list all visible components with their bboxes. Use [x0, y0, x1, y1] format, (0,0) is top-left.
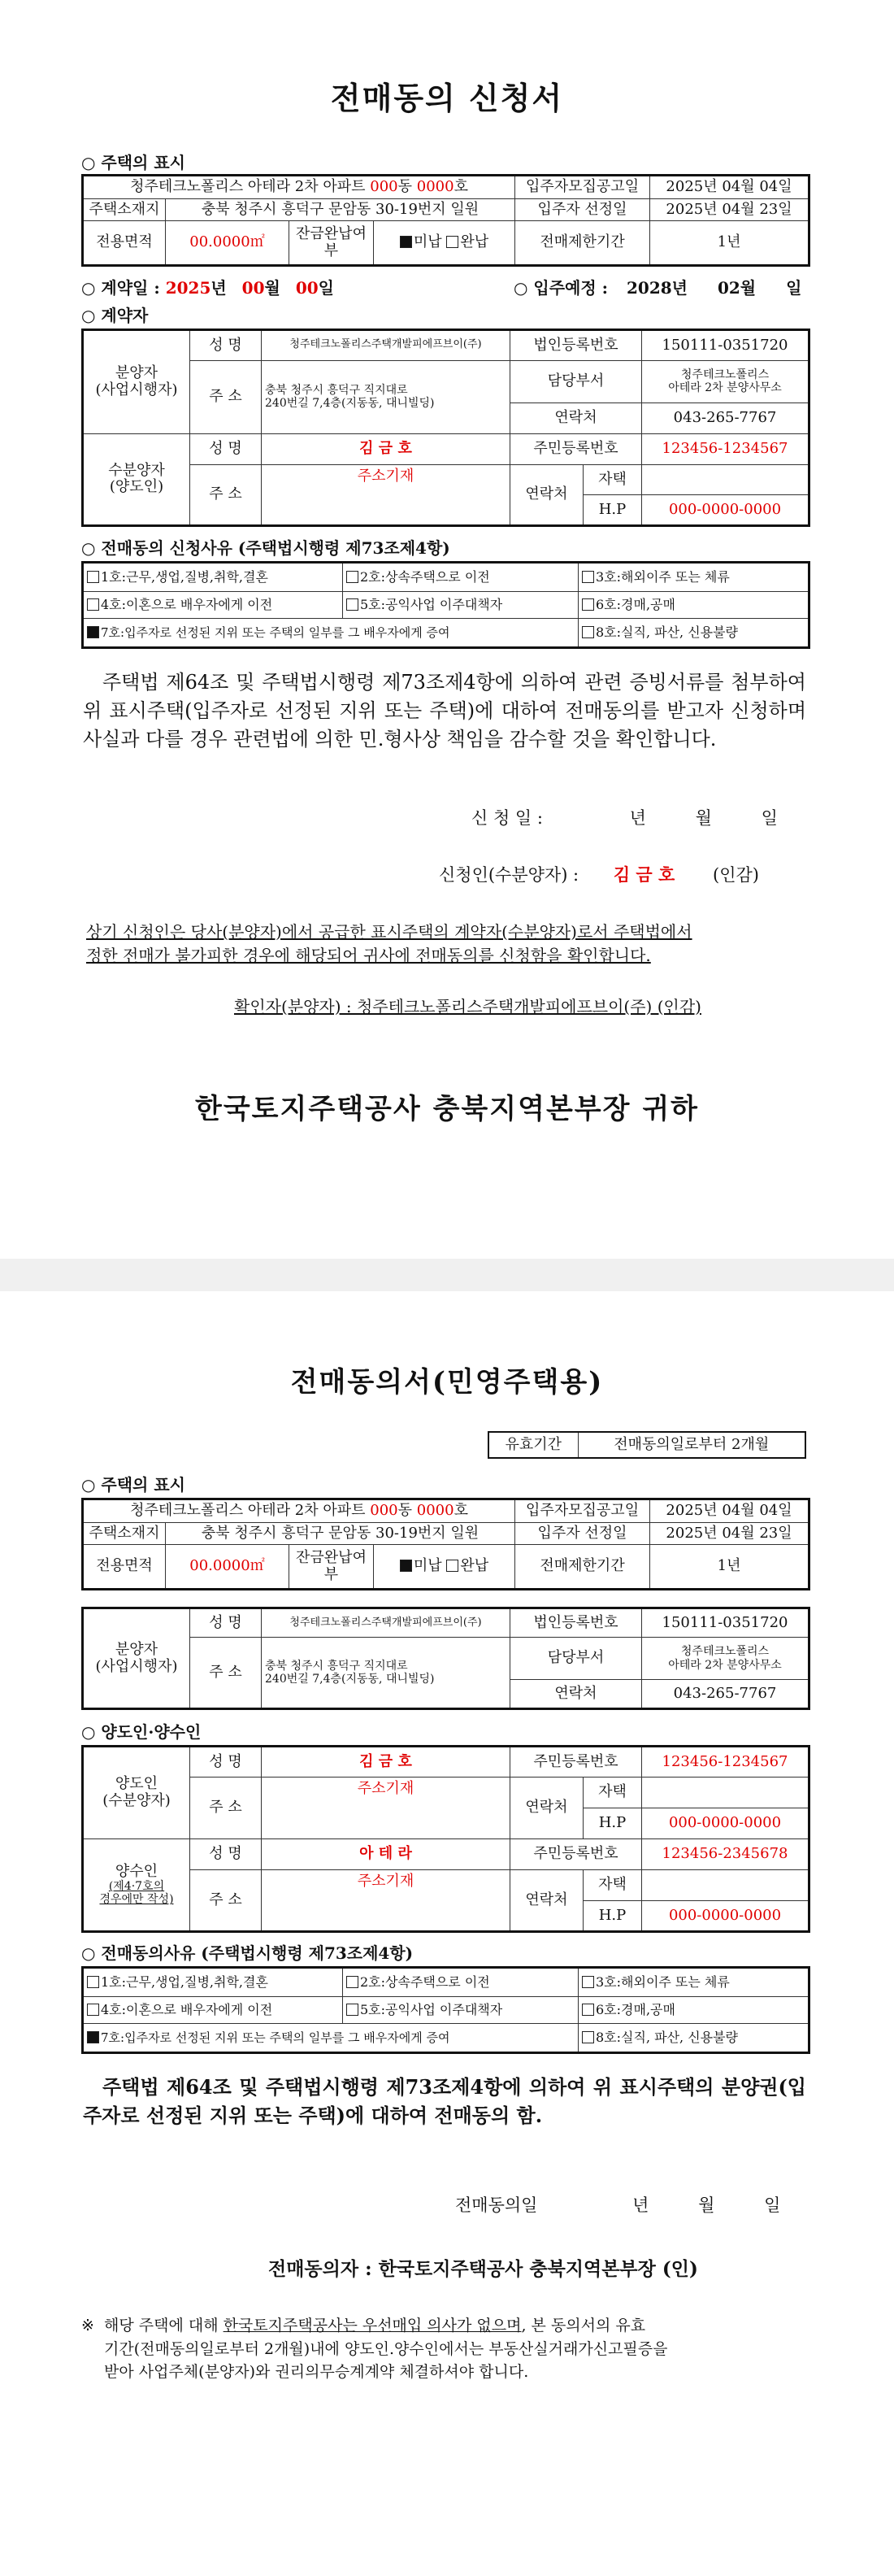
buyer-label: 수분양자 (양도인): [83, 433, 190, 525]
dept-label: 담당부서: [510, 1638, 642, 1680]
limit-label: 전매제한기간: [515, 221, 650, 266]
unpaid-checkbox[interactable]: [400, 1560, 412, 1572]
seller-name: 청주테크노폴리스주택개발피에프브이(주): [262, 330, 510, 361]
home-label: 자택: [584, 1778, 642, 1808]
housing-address: 충북 청주시 흥덕구 문암동 30-19번지 일원: [166, 198, 515, 220]
notice-date-label: 입주자모집공고일: [515, 176, 650, 199]
reason-7[interactable]: 7호:입주자로 선정된 지위 또는 주택의 일부를 그 배우자에게 증여: [83, 619, 579, 648]
reason-8[interactable]: 8호:실직, 파산, 신용불량: [579, 619, 809, 648]
seller-label: 분양자 (사업시행자): [83, 330, 190, 434]
buyer-address: 주소기재: [262, 464, 510, 525]
home-label: 자택: [584, 464, 642, 495]
reason-8[interactable]: 8호:실직, 파산, 신용불량: [579, 2024, 809, 2053]
corp-no: 150111-0351720: [642, 330, 809, 361]
address-label: 주 소: [190, 464, 262, 525]
reason-1[interactable]: 1호:근무,생업,질병,취학,결혼: [83, 1968, 343, 1997]
transferee-address: 주소기재: [262, 1870, 510, 1932]
statement: 주택법 제64조 및 주택법시행령 제73조제4항에 의하여 관련 증빙서류를 첨부하여 위 표시주택(입주자로 선정된 지위 또는 주택)에 대하여 전매동의를 받고자 신청하며 사실과 다를 경우 관련법에 의한 민.형사상 책임을 감수할 것을 확인합니다.: [83, 671, 806, 751]
move-in-date-line: ○ 입주예정 : 2028년 02월 일: [514, 278, 802, 298]
transferee-home: [642, 1870, 809, 1901]
confirm-text: 상기 신청인은 당사(분양자)에서 공급한 표시주택의 계약자(수분양자)로서 주택법에서 정한 전매가 불가피한 경우에 해당되어 귀사에 전매동의를 신청함을 확인합니다.: [86, 922, 692, 965]
selected-date-label: 입주자 선정일: [515, 1522, 650, 1544]
complex-name: 청주테크노폴리스 아테라 2차 아파트 000동 0000호: [83, 1499, 515, 1523]
parties-table: [81, 329, 810, 527]
address-label: 주 소: [190, 1870, 262, 1932]
reason-4[interactable]: 4호:이혼으로 배우자에게 이전: [83, 591, 343, 619]
seller-address: 충북 청주시 흥덕구 직지대로 240번길 7,4층(지동동, 대니빌딩): [262, 1638, 510, 1709]
notice-date: 2025년 04월 04일: [650, 1499, 809, 1523]
validity-label: 유효기간: [488, 1432, 578, 1458]
dept-label: 담당부서: [510, 360, 642, 402]
transferor-home: [642, 1778, 809, 1808]
notice-date-label: 입주자모집공고일: [515, 1499, 650, 1523]
corp-no: 150111-0351720: [642, 1608, 809, 1638]
footnote: ※ 해당 주택에 대해 한국토지주택공사는 우선매입 의사가 없으며, 본 동의서의 유효 기간(전매동의일로부터 2개월)내에 양도인.양수인에서는 부동산실거래가신고필증을 받아 사업주체(분양자)와 권리의무승계계약 체결하셔야 합니다.: [81, 2314, 805, 2384]
transferee-name: 아 테 라: [262, 1839, 510, 1870]
reason-6[interactable]: 6호:경매,공매: [579, 591, 809, 619]
seller-address: 충북 청주시 흥덕구 직지대로 240번길 7,4층(지동동, 대니빌딩): [262, 360, 510, 433]
name-label: 성 명: [190, 1839, 262, 1870]
housing-section-title: ○ 주택의 표시: [81, 1475, 185, 1495]
notice-date: 2025년 04월 04일: [650, 176, 809, 199]
seller-name: 청주테크노폴리스주택개발피에프브이(주): [262, 1608, 510, 1638]
area-label: 전용면적: [83, 1545, 166, 1590]
contact: 043-265-7767: [642, 1680, 809, 1709]
phone-label: 연락처: [510, 1778, 584, 1839]
transferor-hp: 000-0000-0000: [642, 1808, 809, 1839]
phone-label: 연락처: [510, 464, 584, 525]
note-mark: ※: [81, 2317, 94, 2334]
dept: 청주테크노폴리스 아테라 2차 분양사무소: [642, 360, 809, 402]
address-label: 주 소: [190, 1638, 262, 1709]
balance-label: 잔금완납여부: [289, 221, 374, 266]
reason-3[interactable]: 3호:해외이주 또는 체류: [579, 1968, 809, 1997]
addressee: 한국토지주택공사 충북지역본부장 귀하: [194, 1093, 700, 1125]
reason-6[interactable]: 6호:경매,공매: [579, 1996, 809, 2024]
seller-table: [81, 1607, 810, 1710]
housing-address: 충북 청주시 흥덕구 문암동 30-19번지 일원: [166, 1522, 515, 1544]
transferor-name: 김 금 호: [262, 1747, 510, 1778]
rrn-label: 주민등록번호: [510, 433, 642, 464]
address-label: 주 소: [190, 360, 262, 433]
balance-options: 미납 완납: [374, 221, 515, 266]
transferor-address: 주소기재: [262, 1778, 510, 1839]
page-title: 전매동의서(민영주택용): [290, 1366, 604, 1399]
rrn-label: 주민등록번호: [510, 1747, 642, 1778]
dept: 청주테크노폴리스 아테라 2차 분양사무소: [642, 1638, 809, 1680]
buyer-rrn: 123456-1234567: [642, 433, 809, 464]
application-page: [0, 0, 894, 1259]
transferee-label: 양수인 (제4·7호의 경우에만 작성): [83, 1839, 190, 1932]
balance-options: 미납 완납: [374, 1545, 515, 1590]
seller-label: 분양자 (사업시행자): [83, 1608, 190, 1709]
transferee-hp: 000-0000-0000: [642, 1901, 809, 1932]
area-label: 전용면적: [83, 221, 166, 266]
consent-page: [0, 1291, 894, 2576]
buyer-home: [642, 464, 809, 495]
limit-label: 전매제한기간: [515, 1545, 650, 1590]
reasons-section-title: ○ 전매동의 신청사유 (주택법시행령 제73조제4항): [81, 538, 450, 558]
hp-label: H.P: [584, 495, 642, 526]
unpaid-checkbox[interactable]: [400, 236, 412, 248]
corp-no-label: 법인등록번호: [510, 1608, 642, 1638]
limit-value: 1년: [650, 221, 809, 266]
balance-label: 잔금완납여부: [289, 1545, 374, 1590]
reasons-section-title: ○ 전매동의사유 (주택법시행령 제73조제4항): [81, 1943, 414, 1963]
statement: 주택법 제64조 및 주택법시행령 제73조제4항에 의하여 위 표시주택의 분양권(입주자로 선정된 지위 또는 주택)에 대하여 전매동의 함.: [83, 2075, 806, 2127]
transferor-rrn: 123456-1234567: [642, 1747, 809, 1778]
hp-label: H.P: [584, 1808, 642, 1839]
reasons-table: [81, 561, 810, 649]
name-label: 성 명: [190, 433, 262, 464]
transferor-label: 양도인 (수분양자): [83, 1747, 190, 1839]
buyer-name: 김 금 호: [262, 433, 510, 464]
complex-name: 청주테크노폴리스 아테라 2차 아파트 000동 0000호: [83, 176, 515, 199]
validity-value: 전매동의일로부터 2개월: [578, 1432, 805, 1458]
reason-5[interactable]: 5호:공익사업 이주대책자: [343, 1996, 579, 2024]
consent-date-line: 전매동의일 년 월 일: [455, 2195, 781, 2215]
reasons-table: [81, 1966, 810, 2054]
reason-7[interactable]: 7호:입주자로 선정된 지위 또는 주택의 일부를 그 배우자에게 증여: [83, 2024, 579, 2053]
housing-section-title: ○ 주택의 표시: [81, 153, 185, 172]
paid-checkbox[interactable]: [446, 1560, 458, 1572]
hp-label: H.P: [584, 1901, 642, 1932]
buyer-hp: 000-0000-0000: [642, 495, 809, 526]
area-value: 00.0000㎡: [166, 1545, 289, 1590]
contact: 043-265-7767: [642, 403, 809, 434]
apply-date-line: 신 청 일 : 년 월 일: [471, 808, 778, 828]
validity-table: [488, 1431, 806, 1459]
reason-5[interactable]: 5호:공익사업 이주대책자: [343, 591, 579, 619]
phone-label: 연락처: [510, 1870, 584, 1932]
corp-no-label: 법인등록번호: [510, 330, 642, 361]
name-label: 성 명: [190, 1608, 262, 1638]
consenter: 전매동의자 : 한국토지주택공사 충북지역본부장 (인): [268, 2258, 698, 2280]
applicant-line: 신청인(수분양자) : 김 금 호 (인감): [439, 864, 759, 885]
contract-date-line: ○ 계약일 : 2025년 00월 00일: [81, 278, 334, 298]
housing-table: [81, 1498, 810, 1590]
contact-label: 연락처: [510, 1680, 642, 1709]
reason-2[interactable]: 2호:상속주택으로 이전: [343, 1968, 579, 1997]
transfer-table: [81, 1745, 810, 1933]
address-label: 주 소: [190, 1778, 262, 1839]
address-label: 주택소재지: [83, 198, 166, 220]
name-label: 성 명: [190, 330, 262, 361]
address-label: 주택소재지: [83, 1522, 166, 1544]
name-label: 성 명: [190, 1747, 262, 1778]
reason-1[interactable]: 1호:근무,생업,질병,취학,결혼: [83, 563, 343, 592]
parties-section-title: ○ 계약자: [81, 306, 149, 325]
home-label: 자택: [584, 1870, 642, 1901]
confirmer: 확인자(분양자) : 청주테크노폴리스주택개발피에프브이(주) (인감): [234, 997, 701, 1016]
paid-checkbox[interactable]: [446, 236, 458, 248]
transfer-section-title: ○ 양도인·양수인: [81, 1722, 202, 1742]
page-title: 전매동의 신청서: [330, 80, 564, 116]
limit-value: 1년: [650, 1545, 809, 1590]
transferee-rrn: 123456-2345678: [642, 1839, 809, 1870]
selected-date: 2025년 04월 23일: [650, 198, 809, 220]
reason-2[interactable]: 2호:상속주택으로 이전: [343, 563, 579, 592]
reason-4[interactable]: 4호:이혼으로 배우자에게 이전: [83, 1996, 343, 2024]
housing-table: [81, 174, 810, 267]
reason-3[interactable]: 3호:해외이주 또는 체류: [579, 563, 809, 592]
contact-label: 연락처: [510, 403, 642, 434]
area-value: 00.0000㎡: [166, 221, 289, 266]
rrn-label: 주민등록번호: [510, 1839, 642, 1870]
selected-date-label: 입주자 선정일: [515, 198, 650, 220]
selected-date: 2025년 04월 23일: [650, 1522, 809, 1544]
